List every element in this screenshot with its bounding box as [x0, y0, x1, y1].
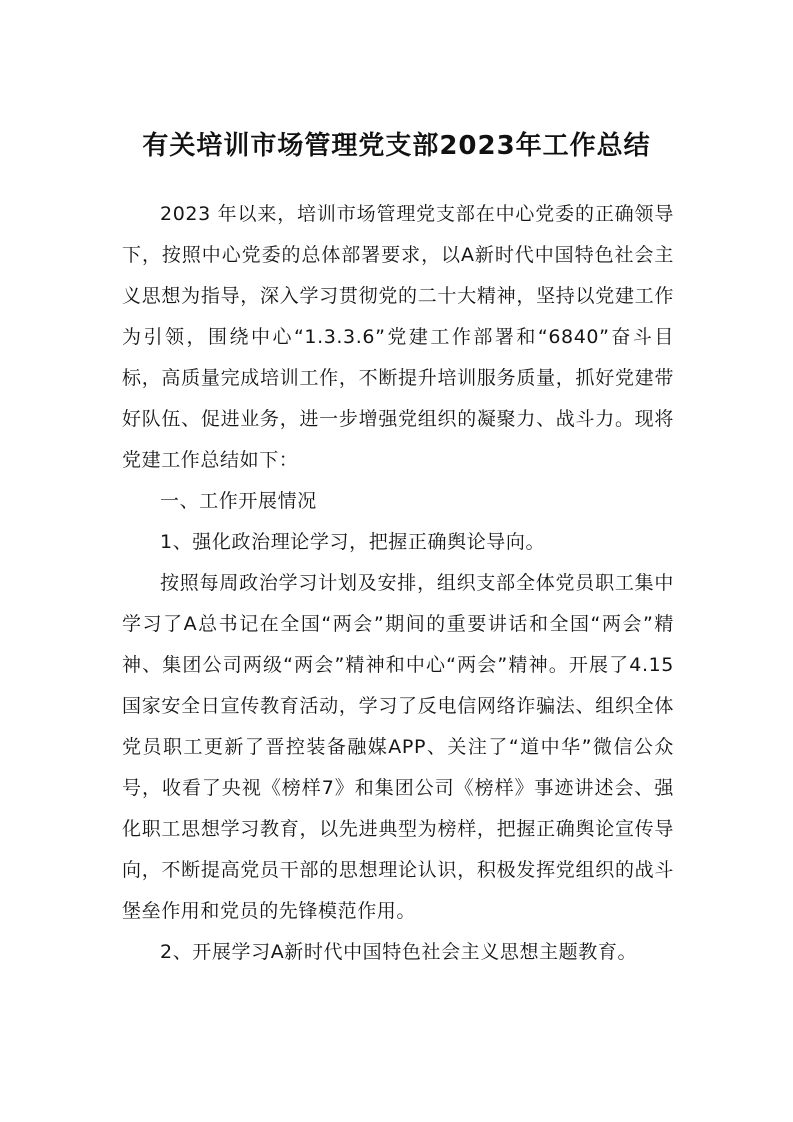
- subsection-heading-2: 2、开展学习A新时代中国特色社会主义思想主题教育。: [160, 941, 638, 963]
- subsection-heading-1: 1、强化政治理论学习，把握正确舆论导向。: [160, 531, 546, 553]
- intro-paragraph: 2023 年以来，培训市场管理党支部在中心党委的正确领导下，按照中心党委的总体部署要求，以A新时代中国特色社会主义思想为指导，深入学习贯彻党的二十大精神，坚持以党建工作为引领，围绕中心“1.3.3.6”党建工作部署和“6840”奋斗目标，高质量完成培训工作，不断提升培训服务质量，抓好党建带好队伍、促进业务，进一步增强党组织的凝聚力、战斗力。现将党建工作总结如下：: [122, 203, 674, 471]
- document-body: [122, 194, 674, 973]
- document-title: 有关培训市场管理党支部2023年工作总结: [142, 131, 651, 161]
- study-paragraph: 按照每周政治学习计划及安排，组织支部全体党员职工集中学习了A总书记在全国“两会”期间的重要讲话和全国“两会”精神、集团公司两级“两会”精神和中心“两会”精神。开展了4.15国家安全日宣传教育活动，学习了反电信网络诈骗法、组织全体党员职工更新了晋控装备融媒APP、关注了“道中华”微信公众号，收看了央视《榜样7》和集团公司《榜样》事迹讲述会、强化职工思想学习教育，以先进典型为榜样，把握正确舆论宣传导向，不断提高党员干部的思想理论认识，积极发挥党组织的战斗堡垒作用和党员的先锋模范作用。: [122, 572, 674, 922]
- section-heading: 一、工作开展情况: [160, 490, 317, 512]
